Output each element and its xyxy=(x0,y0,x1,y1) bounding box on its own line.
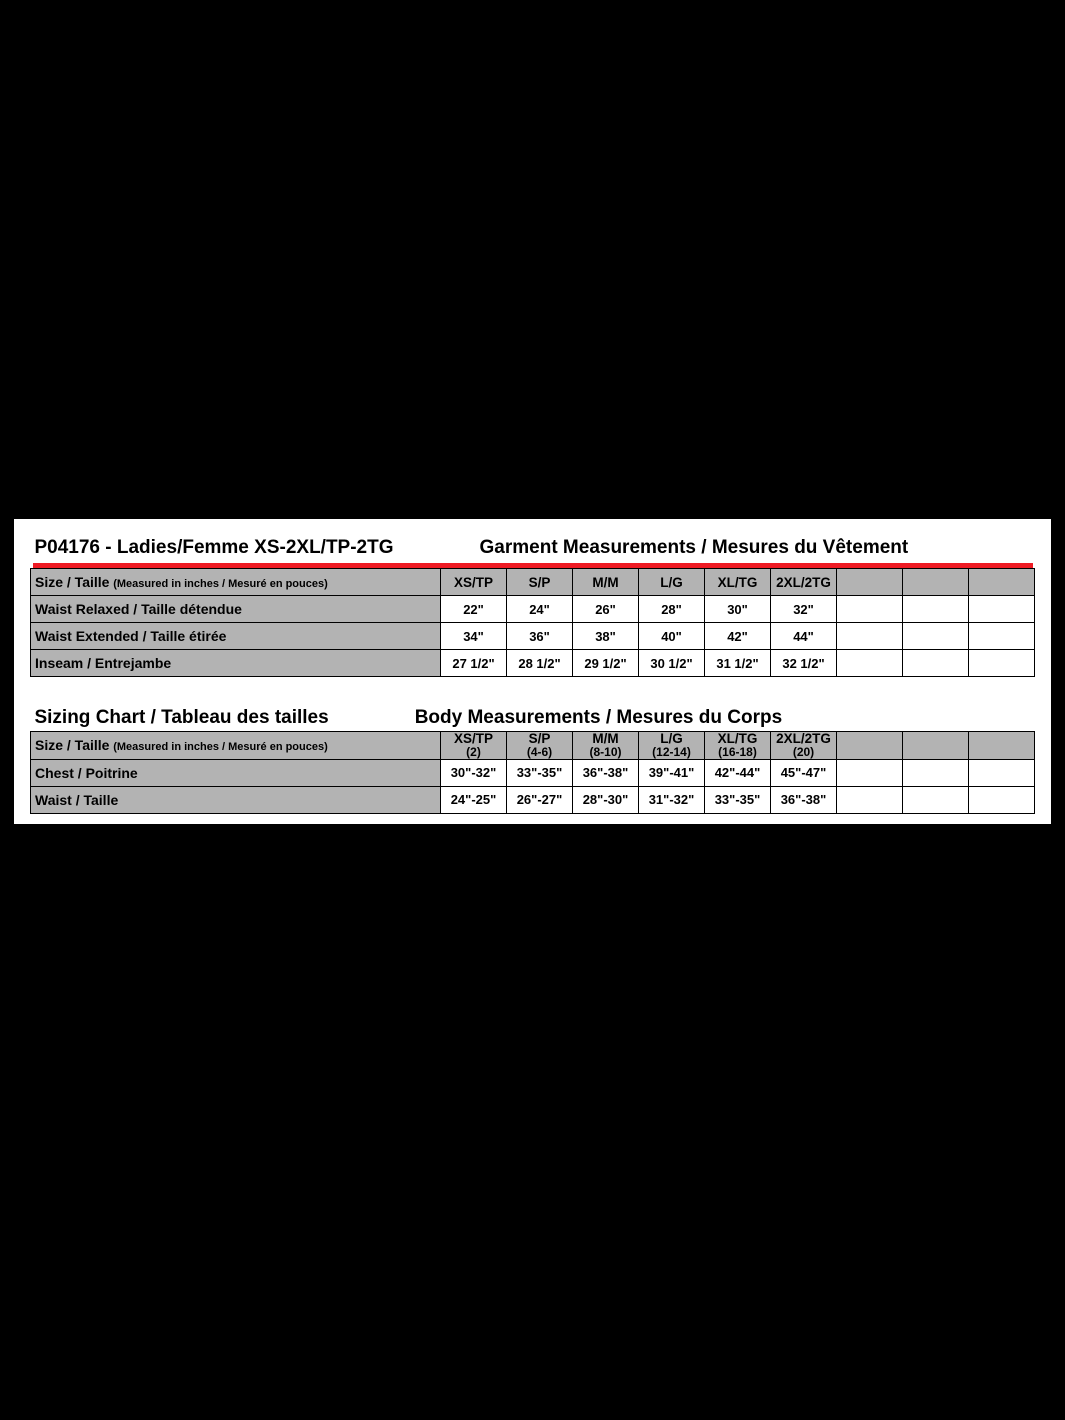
garment-size-col-7 xyxy=(903,569,969,596)
body-row-1-value-7 xyxy=(903,786,969,813)
garment-row-1-value-4: 42" xyxy=(705,623,771,650)
garment-size-label: Size / Taille xyxy=(35,574,110,590)
garment-row-2-value-0: 27 1/2" xyxy=(441,650,507,677)
garment-row-1-value-1: 36" xyxy=(507,623,573,650)
body-row-0-value-3: 39"-41" xyxy=(639,759,705,786)
body-row-0-label: Chest / Poitrine xyxy=(31,759,441,786)
garment-size-col-8 xyxy=(969,569,1035,596)
garment-row-2-label: Inseam / Entrejambe xyxy=(31,650,441,677)
garment-size-col-5: 2XL/2TG xyxy=(771,569,837,596)
body-measurements-grid xyxy=(30,731,1035,814)
garment-row-1-value-2: 38" xyxy=(573,623,639,650)
body-row-0-value-5: 45"-47" xyxy=(771,759,837,786)
sizing-chart-title: Sizing Chart / Tableau des tailles xyxy=(34,707,329,728)
garment-size-col-6 xyxy=(837,569,903,596)
garment-row-0-value-7 xyxy=(903,596,969,623)
table-row xyxy=(31,623,1035,650)
body-header-row xyxy=(31,732,1035,760)
garment-row-2-value-2: 29 1/2" xyxy=(573,650,639,677)
garment-row-2-value-4: 31 1/2" xyxy=(705,650,771,677)
garment-measurements-block xyxy=(14,519,1051,681)
body-size-col-0 xyxy=(441,732,507,760)
body-row-1-value-2: 28"-30" xyxy=(573,786,639,813)
garment-header-row xyxy=(31,569,1035,596)
table-row xyxy=(31,786,1035,813)
garment-row-1-value-5: 44" xyxy=(771,623,837,650)
garment-row-0-value-1: 24" xyxy=(507,596,573,623)
body-section-title: Body Measurements / Mesures du Corps xyxy=(414,707,783,728)
garment-size-col-4: XL/TG xyxy=(705,569,771,596)
body-row-1-value-6 xyxy=(837,786,903,813)
garment-row-0-value-8 xyxy=(969,596,1035,623)
body-row-0-value-7 xyxy=(903,759,969,786)
body-size-label-cell xyxy=(31,732,441,760)
body-size-col-8 xyxy=(969,732,1035,760)
body-size-col-6 xyxy=(837,732,903,760)
body-row-0-value-2: 36"-38" xyxy=(573,759,639,786)
body-row-1-value-1: 26"-27" xyxy=(507,786,573,813)
body-size-label: Size / Taille xyxy=(35,737,110,754)
garment-row-2-value-3: 30 1/2" xyxy=(639,650,705,677)
body-row-1-value-8 xyxy=(969,786,1035,813)
garment-row-0-value-3: 28" xyxy=(639,596,705,623)
garment-row-1-value-6 xyxy=(837,623,903,650)
body-size-col-0-range: (2) xyxy=(466,745,481,760)
body-title-row xyxy=(30,697,1034,731)
body-size-col-0-name: XS/TP xyxy=(453,731,493,746)
table-row xyxy=(31,759,1035,786)
body-measurements-table xyxy=(30,697,1034,731)
body-size-sublabel: (Measured in inches / Mesuré en pouces) xyxy=(113,741,328,754)
body-size-col-4 xyxy=(705,732,771,760)
body-row-0-value-8 xyxy=(969,759,1035,786)
body-size-col-4-range: (16-18) xyxy=(718,745,757,760)
garment-title-row xyxy=(30,527,1034,561)
body-size-col-3 xyxy=(639,732,705,760)
garment-size-col-1: S/P xyxy=(507,569,573,596)
body-row-0-value-6 xyxy=(837,759,903,786)
garment-row-0-value-0: 22" xyxy=(441,596,507,623)
table-row xyxy=(31,596,1035,623)
body-size-col-5-range: (20) xyxy=(792,745,815,760)
garment-section-title: Garment Measurements / Mesures du Vêtement xyxy=(479,537,909,558)
body-size-col-2 xyxy=(573,732,639,760)
body-size-col-3-name: L/G xyxy=(660,731,683,746)
garment-row-0-value-2: 26" xyxy=(573,596,639,623)
garment-row-1-value-0: 34" xyxy=(441,623,507,650)
size-chart-sheet xyxy=(14,519,1051,824)
body-row-0-value-4: 42"-44" xyxy=(705,759,771,786)
body-row-0-value-0: 30"-32" xyxy=(441,759,507,786)
garment-row-2-value-8 xyxy=(969,650,1035,677)
body-row-1-value-3: 31"-32" xyxy=(639,786,705,813)
garment-size-col-0: XS/TP xyxy=(441,569,507,596)
garment-size-col-3: L/G xyxy=(639,569,705,596)
garment-row-0-label: Waist Relaxed / Taille détendue xyxy=(31,596,441,623)
garment-style-title: P04176 - Ladies/Femme XS-2XL/TP-2TG xyxy=(34,537,394,558)
body-row-1-value-5: 36"-38" xyxy=(771,786,837,813)
garment-row-2-value-6 xyxy=(837,650,903,677)
body-row-1-value-4: 33"-35" xyxy=(705,786,771,813)
garment-row-1-value-3: 40" xyxy=(639,623,705,650)
garment-row-0-value-5: 32" xyxy=(771,596,837,623)
body-row-1-value-0: 24"-25" xyxy=(441,786,507,813)
body-size-col-2-range: (8-10) xyxy=(589,745,622,760)
body-size-col-2-name: M/M xyxy=(592,731,619,746)
body-size-col-4-name: XL/TG xyxy=(717,731,758,746)
body-size-col-3-range: (12-14) xyxy=(652,745,691,760)
garment-row-2-value-5: 32 1/2" xyxy=(771,650,837,677)
table-row xyxy=(31,650,1035,677)
garment-row-0-value-6 xyxy=(837,596,903,623)
section-divider xyxy=(14,681,1051,691)
garment-size-label-cell xyxy=(31,569,441,596)
body-size-col-1 xyxy=(507,732,573,760)
body-row-1-label: Waist / Taille xyxy=(31,786,441,813)
body-measurements-block xyxy=(14,691,1051,824)
garment-row-2-value-7 xyxy=(903,650,969,677)
garment-measurements-table xyxy=(30,527,1034,561)
garment-row-1-value-8 xyxy=(969,623,1035,650)
body-size-col-7 xyxy=(903,732,969,760)
garment-measurements-grid xyxy=(30,568,1035,677)
body-size-col-5 xyxy=(771,732,837,760)
garment-row-1-value-7 xyxy=(903,623,969,650)
garment-row-2-value-1: 28 1/2" xyxy=(507,650,573,677)
garment-size-sublabel: (Measured in inches / Mesuré en pouces) xyxy=(113,578,328,590)
body-row-0-value-1: 33"-35" xyxy=(507,759,573,786)
garment-row-1-label: Waist Extended / Taille étirée xyxy=(31,623,441,650)
garment-row-0-value-4: 30" xyxy=(705,596,771,623)
body-size-col-1-name: S/P xyxy=(528,731,551,746)
body-size-col-5-name: 2XL/2TG xyxy=(776,731,831,746)
body-size-col-1-range: (4-6) xyxy=(526,745,553,760)
garment-size-col-2: M/M xyxy=(573,569,639,596)
